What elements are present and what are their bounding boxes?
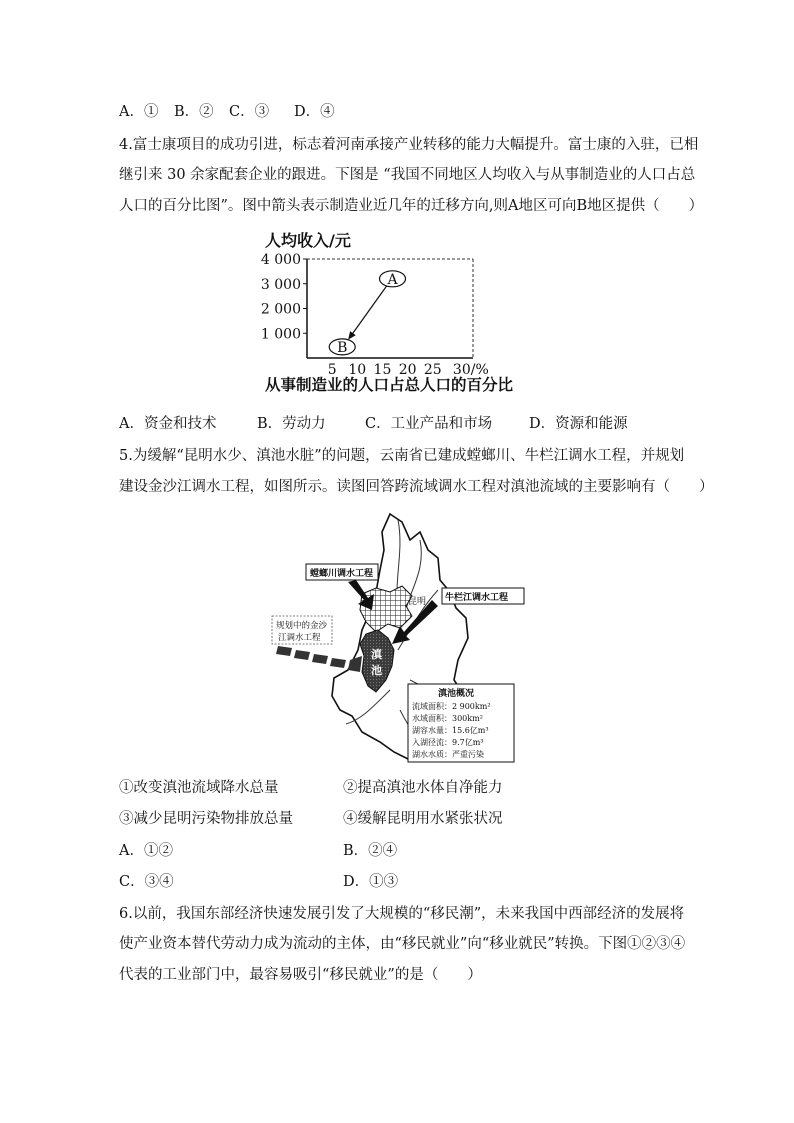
- point-a-label: A: [387, 271, 398, 288]
- q5-stem-line-2: 建设金沙江调水工程，如图所示。读图回答跨流域调水工程对滇池流域的主要影响有（ ）: [119, 479, 714, 495]
- q5-statement-1: ①改变滇池流域降水总量: [119, 780, 279, 796]
- q5-statement-4: ④缓解昆明用水紧张状况: [343, 811, 503, 827]
- q5-option-d[interactable]: D．①③: [343, 874, 399, 890]
- x-tick-label: 20: [398, 362, 417, 378]
- label-tanglang: 螳螂川调水工程: [310, 569, 374, 579]
- y-tick-label: 4 000: [260, 252, 301, 268]
- q5-stem-line-1: 5.为缓解“昆明水少、滇池水脏”的问题，云南省已建成螳螂川、牛栏江调水工程，并规划: [119, 448, 685, 464]
- label-kunming: 昆明: [408, 597, 427, 607]
- y-tick-label: 3 000: [260, 276, 301, 293]
- info-title: 滇池概况: [438, 689, 475, 699]
- migration-arrow: [351, 286, 386, 336]
- x-tick-label: 5: [327, 362, 337, 378]
- q4-stem-line-3: 人口的百分比图”。图中箭头表示制造业近几年的迁移方向,则A地区可向B地区提供（ ）: [119, 198, 704, 214]
- income-manufacturing-chart: [255, 226, 525, 396]
- jinsha-dashed-arrow-icon: [276, 646, 362, 672]
- x-tick-label: 10: [348, 362, 367, 378]
- q5-statement-2: ②提高滇池水体自净能力: [343, 780, 503, 796]
- x-tick-label: 15: [373, 362, 392, 378]
- q4-option-d[interactable]: D．资源和能源: [529, 416, 628, 432]
- q5-statement-3: ③减少昆明污染物排放总量: [119, 811, 293, 827]
- q4-option-c[interactable]: C．工业产品和市场: [365, 416, 493, 432]
- q5-option-c[interactable]: C．③④: [119, 874, 174, 890]
- q6-stem-line-1: 6.以前，我国东部经济快速发展引发了大规模的“移民潮”，未来我国中西部经济的发展将: [119, 906, 685, 922]
- y-tick-label: 2 000: [260, 301, 301, 318]
- q3-option-d[interactable]: D．④: [294, 104, 335, 120]
- dianchi-water-diversion-map: [270, 510, 526, 766]
- info-line-5: 湖水水质：严重污染: [412, 750, 484, 759]
- x-tick-label: 25: [423, 362, 442, 378]
- chart-ylabel: 人均收入/元: [265, 231, 351, 250]
- q6-stem-line-2: 使产业资本替代劳动力成为流动的主体，由“移民就业”向“移业就民”转换。下图①②③④: [119, 936, 686, 952]
- info-line-3: 湖容水量：15.6亿m³: [412, 726, 489, 735]
- q3-option-b[interactable]: B．②: [174, 104, 214, 120]
- q5-option-a[interactable]: A．①②: [119, 843, 173, 859]
- q3-option-a[interactable]: A．①: [119, 104, 159, 120]
- q4-option-a[interactable]: A．资金和技术: [119, 416, 217, 432]
- info-line-1: 流域面积：2 900km²: [412, 702, 491, 711]
- q3-option-c[interactable]: C．③: [229, 104, 270, 120]
- q6-stem-line-3: 代表的工业部门中，最容易吸引“移民就业”的是（ ）: [119, 967, 482, 983]
- y-tick-label: 1 000: [260, 326, 301, 343]
- q4-stem-line-2: 继引来 30 余家配套企业的跟进。下图是 “我国不同地区人均收入与从事制造业的人口占总: [119, 167, 696, 183]
- x-tick-label: 30/%: [452, 362, 489, 378]
- point-b-label: B: [337, 339, 348, 356]
- q4-stem-line-1: 4.富士康项目的成功引进，标志着河南承接产业转移的能力大幅提升。富士康的入驻，已相: [119, 137, 699, 153]
- label-dian-1: 滇: [371, 648, 382, 661]
- q4-option-b[interactable]: B．劳动力: [257, 416, 326, 432]
- info-line-2: 水域面积：300km²: [412, 714, 483, 723]
- info-line-4: 入湖径流：9.7亿m³: [412, 738, 484, 747]
- migration-arrow-head: [348, 331, 356, 340]
- label-jinsha-1: 规划中的金沙: [276, 621, 328, 631]
- label-jinsha-2: 江调水工程: [278, 633, 321, 643]
- label-niulan: 牛栏江调水工程: [445, 593, 509, 603]
- chart-xlabel: 从事制造业的人口占总人口的百分比: [265, 375, 514, 394]
- y-tick-labels: [261, 252, 307, 342]
- label-dian-2: 池: [371, 664, 382, 677]
- q5-option-b[interactable]: B．②④: [343, 843, 398, 859]
